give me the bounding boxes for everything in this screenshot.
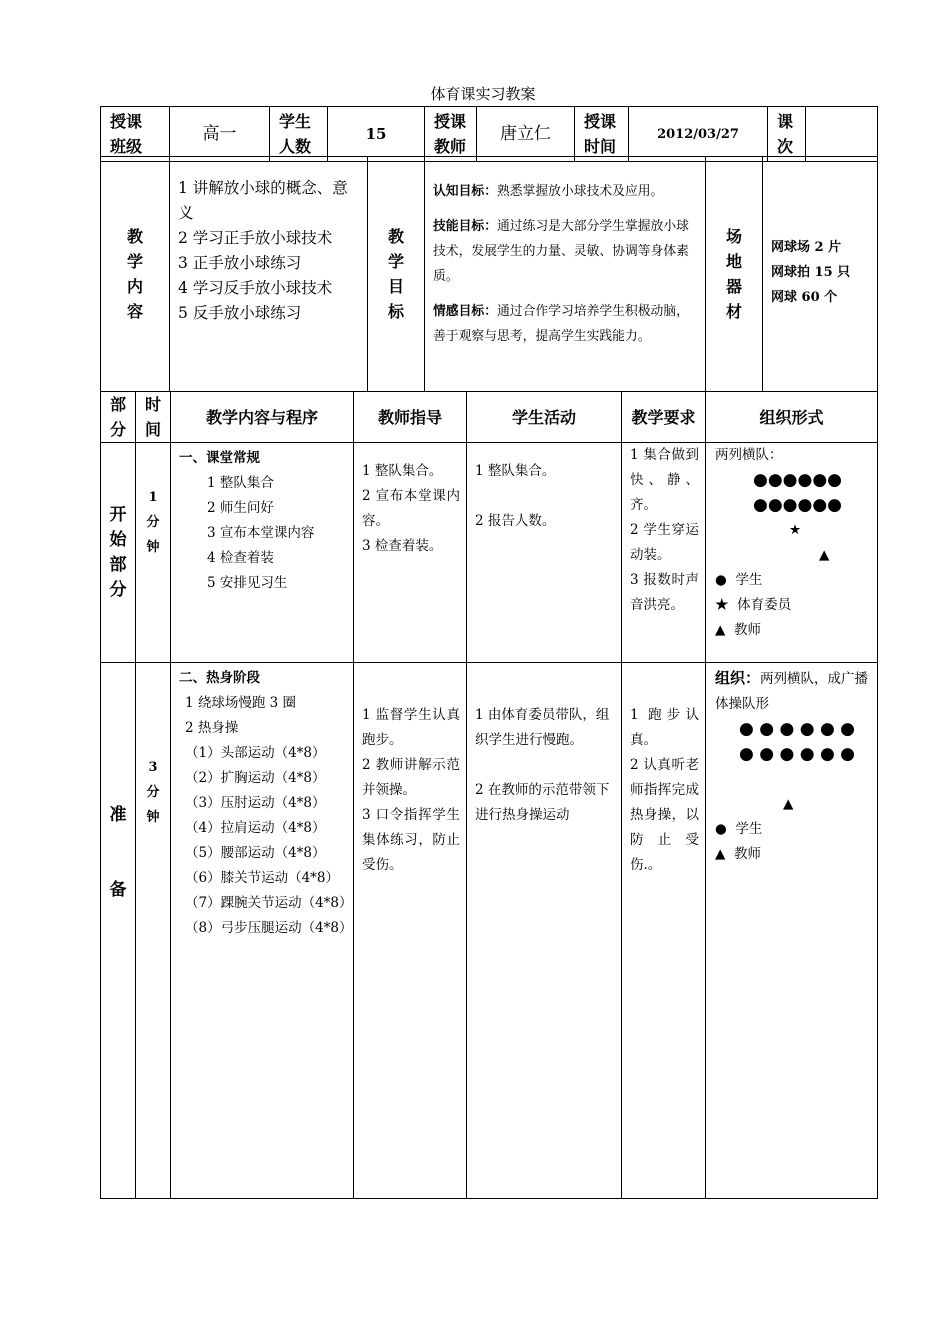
section1-requirements [622, 443, 706, 663]
section2-teacher [354, 663, 467, 1199]
section2-part: 准 备 [101, 663, 136, 1199]
list-item: 3 宣布本堂课内容 [207, 525, 315, 541]
list-item: （8）弓步压腿运动（4*8） [185, 920, 353, 936]
formation-row: ●●●●●● [753, 470, 843, 490]
formation-row: ● ● ● ● ● ● [739, 719, 856, 739]
list-item: （5）腰部运动（4*8） [185, 845, 326, 861]
list-item: 2 报告人数。 [475, 513, 556, 529]
col-requirement: 教学要求 [622, 392, 706, 443]
class-value: 高一 [170, 107, 270, 162]
list-item: 1 集合做到快、静、齐。 [630, 447, 699, 513]
teacher-label: 授课 教师 [425, 107, 477, 162]
list-item: 2 在教师的示范带领下进行热身操运动 [475, 782, 610, 823]
list-item: （4）拉肩运动（4*8） [185, 820, 326, 836]
list-item: 1 整队集合。 [362, 463, 443, 479]
list-item: （2）扩胸运动（4*8） [185, 770, 326, 786]
list-item: 2 认真听老师指挥完成热身操，以防止受伤.。 [630, 757, 699, 873]
list-item: 2 教师讲解示范并领操。 [362, 757, 460, 798]
section1-heading: 一、课堂常规 [179, 450, 260, 466]
section2-organization [706, 663, 878, 1199]
section1-student [467, 443, 622, 663]
star-icon: ★ [789, 522, 802, 538]
skill-goal: 技能目标：通过练习是大部分学生掌握放小球技术，发展学生的力量、灵敏、协调等身体素质。 [433, 219, 689, 284]
teacher-value: 唐立仁 [477, 107, 575, 162]
goals-label: 教 学 目 标 [368, 157, 425, 392]
list-item: （1）头部运动（4*8） [185, 745, 326, 761]
list-item: 2 热身操 [185, 720, 239, 736]
legend-item: ★ 体育委员 [715, 597, 792, 613]
content-item: 4 学习反手放小球技术 [178, 279, 333, 297]
content-label: 教 学 内 容 [101, 157, 170, 392]
list-item: （7）踝腕关节运动（4*8） [185, 895, 353, 911]
header-table [100, 106, 878, 162]
list-item: 3 口令指挥学生集体练习，防止受伤。 [362, 807, 460, 873]
legend-item: ● 学生 [715, 572, 763, 588]
section1-time: 1 分 钟 [136, 443, 171, 663]
legend-item: ▲ 教师 [715, 622, 761, 638]
section2-procedure [171, 663, 354, 1199]
col-part: 部 分 [101, 392, 136, 443]
students-label: 学生 人数 [270, 107, 328, 162]
students-value: 15 [328, 107, 425, 162]
emotion-goal: 情感目标：通过合作学习培养学生积极动脑，善于观察与思考，提高学生实践能力。 [433, 304, 689, 344]
class-label: 授课 班级 [101, 107, 170, 162]
content-item: 2 学习正手放小球技术 [178, 229, 333, 247]
section1-part: 开 始 部 分 [101, 443, 136, 663]
section-start [101, 443, 878, 663]
col-student: 学生活动 [467, 392, 622, 443]
lesson-value [806, 107, 878, 162]
goals-text [425, 157, 706, 392]
col-organization: 组织形式 [706, 392, 878, 443]
section1-procedure [171, 443, 354, 663]
venue-item: 网球拍 15 只 [771, 265, 851, 280]
overview-table [100, 156, 878, 392]
venue-item: 网球场 2 片 [771, 240, 842, 255]
list-item: 1 整队集合。 [475, 463, 556, 479]
col-teacher: 教师指导 [354, 392, 467, 443]
list-item: 1 跑步认真。 [630, 707, 699, 748]
list-item: 3 报数时声音洪亮。 [630, 572, 699, 613]
section2-time: 3 分 钟 [136, 663, 171, 1199]
legend-item: ● 学生 [715, 821, 763, 837]
list-item: （6）膝关节运动（4*8） [185, 870, 340, 886]
legend-item: ▲ 教师 [715, 846, 761, 862]
col-procedure: 教学内容与程序 [171, 392, 354, 443]
section2-heading: 二、热身阶段 [179, 670, 260, 686]
content-item: 5 反手放小球练习 [178, 304, 302, 322]
list-item: 2 师生问好 [207, 500, 274, 516]
lesson-table [100, 391, 878, 1199]
content-list [170, 157, 368, 392]
triangle-icon: ▲ [783, 796, 794, 812]
triangle-icon: ▲ [819, 547, 830, 563]
list-item: 3 检查着装。 [362, 538, 443, 554]
lesson-label: 课 次 [768, 107, 806, 162]
list-item: （3）压肘运动（4*8） [185, 795, 326, 811]
time-label: 授课 时间 [575, 107, 629, 162]
venue-label: 场 地 器 材 [706, 157, 763, 392]
list-item: 1 整队集合 [207, 475, 274, 491]
section-warmup [101, 663, 878, 1199]
col-time: 时 间 [136, 392, 171, 443]
list-item: 1 监督学生认真跑步。 [362, 707, 460, 748]
list-item: 1 由体育委员带队，组织学生进行慢跑。 [475, 707, 610, 748]
venue-list [763, 157, 878, 392]
list-item: 5 安排见习生 [207, 575, 288, 591]
time-value: 2012/03/27 [629, 107, 768, 162]
section2-student [467, 663, 622, 1199]
list-item: 2 学生穿运动装。 [630, 522, 699, 563]
list-item: 4 检查着装 [207, 550, 274, 566]
cognitive-goal: 认知目标：熟悉掌握放小球技术及应用。 [433, 184, 664, 199]
org-description: 组织：两列横队，成广播体操队形 [715, 669, 869, 712]
venue-item: 网球 60 个 [771, 290, 838, 305]
formation-row: ●●●●●● [753, 495, 843, 515]
content-item: 3 正手放小球练习 [178, 254, 302, 272]
org-title: 两列横队： [715, 447, 783, 463]
section1-teacher [354, 443, 467, 663]
list-item: 2 宣布本堂课内容。 [362, 488, 460, 529]
section2-requirements [622, 663, 706, 1199]
list-item: 1 绕球场慢跑 3 圈 [185, 695, 297, 711]
content-item: 1 讲解放小球的概念、意义 [178, 179, 348, 222]
formation-row: ● ● ● ● ● ● [739, 744, 856, 764]
section1-organization [706, 443, 878, 663]
page-title: 体育课实习教案 [430, 85, 536, 103]
